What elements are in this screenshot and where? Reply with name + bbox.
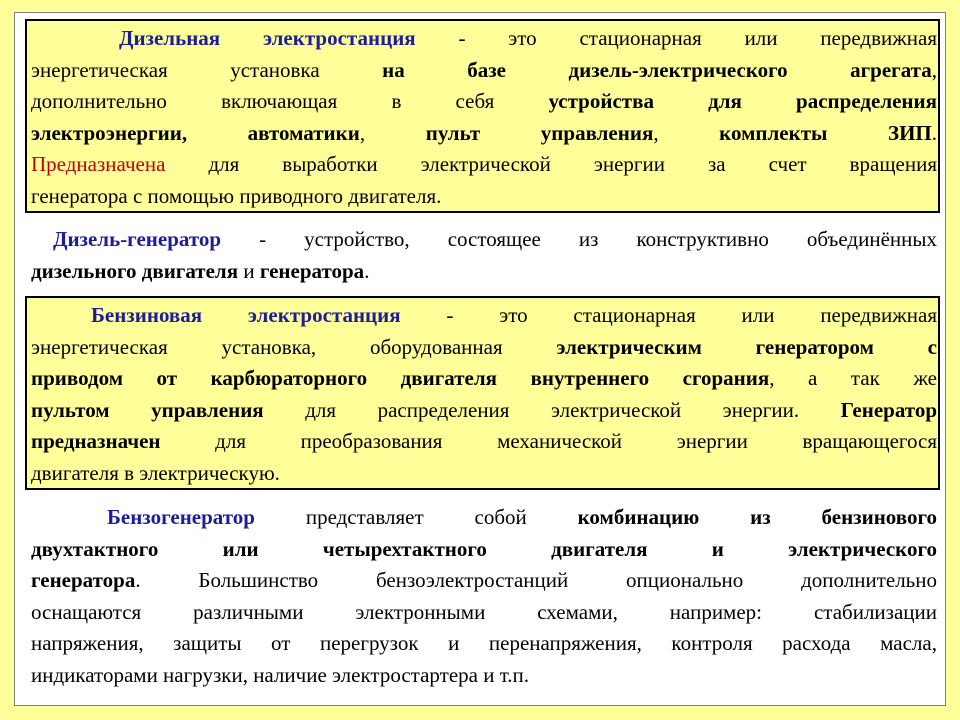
text-line: энергетическая установка на базе дизель-электрического агрегата,	[31, 57, 937, 82]
text-line: Бензогенератор представляет собой комбинацию из бензинового	[107, 505, 937, 529]
diesel-generator-paragraph	[31, 224, 937, 287]
term-diesel-station: Дизельная электростанция	[119, 26, 416, 50]
term-petrol-station: Бензиновая электростанция	[91, 303, 401, 327]
text-line: напряжения, защиты от перегрузок и перенапряжения, контроля расхода масла,	[31, 631, 937, 656]
text-line: Предназначена для выработки электрической энергии за счет вращения	[31, 152, 937, 177]
text-line: генератора. Большинство бензоэлектростанций опционально дополнительно	[31, 568, 937, 593]
purpose-highlight: Предназначена	[31, 152, 166, 177]
text-line: дизельного двигателя и генератора.	[31, 258, 370, 283]
text-line: двухтактного или четырехтактного двигателя и электрического	[31, 536, 937, 561]
text-line: приводом от карбюраторного двигателя внутреннего сгорания, а так же	[31, 366, 937, 391]
petrol-generator-paragraph	[31, 502, 937, 692]
text-line: пультом управления для распределения электрической энергии. Генератор	[31, 397, 937, 422]
diesel-station-paragraph	[31, 23, 937, 213]
text-line: энергетическая установка, оборудованная электрическим генератором с	[31, 334, 938, 359]
text-line: предназначен для преобразования механической энергии вращающегося	[31, 429, 937, 454]
text-line: Дизель-генератор - устройство, состоящее из конструктивно объединённых	[53, 227, 937, 251]
text-line: электроэнергии, автоматики, пульт управления, комплекты ЗИП.	[31, 120, 938, 145]
slide	[14, 12, 946, 706]
text-line: Бензиновая электростанция - это стационарная или передвижная	[91, 303, 937, 327]
text-line: дополнительно включающая в себя устройства для распределения	[31, 89, 937, 114]
term-petrol-generator: Бензогенератор	[107, 505, 255, 529]
text-line: индикаторами нагрузки, наличие электростартера и т.п.	[31, 662, 530, 687]
text-line: Дизельная электростанция - это стационарная или передвижная	[119, 26, 937, 50]
petrol-station-paragraph	[31, 300, 937, 490]
term-diesel-generator: Дизель-генератор	[53, 227, 222, 251]
text-line: генератора с помощью приводного двигателя.	[31, 183, 442, 208]
text-line: двигателя в электрическую.	[31, 460, 280, 485]
text-line: оснащаются различными электронными схемами, например: стабилизации	[31, 599, 937, 624]
